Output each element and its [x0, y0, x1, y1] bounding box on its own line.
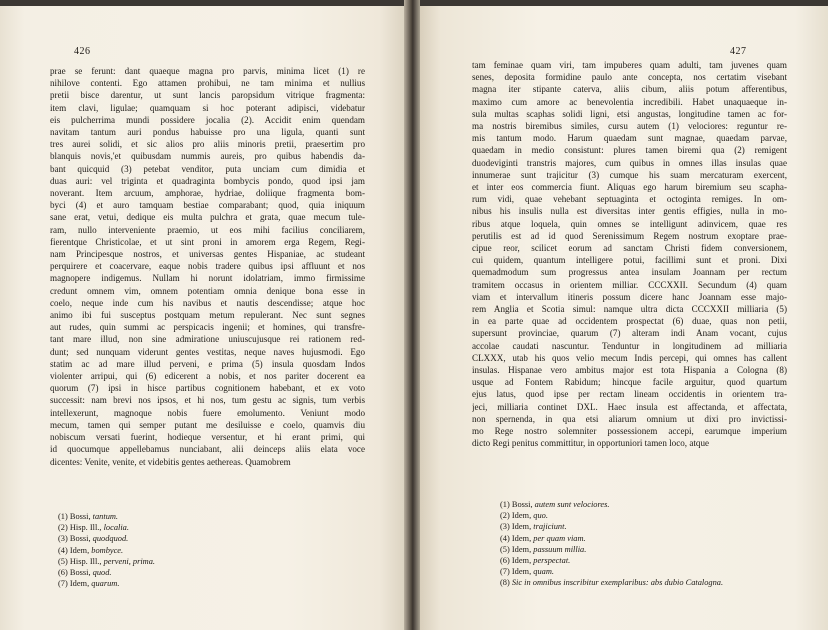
footnote-source: Bossi, [511, 500, 533, 509]
text-line: quaedam in medio consistunt: plures tamen biremi qua (2) remigent [472, 145, 787, 156]
text-line: cui quidem, quantum intelligere potui, facillimi sunt et proni. Dixi [472, 255, 787, 266]
footnote [500, 555, 723, 566]
footnote [500, 499, 723, 510]
footnote [58, 511, 155, 522]
footnote-number: (5) [58, 556, 68, 566]
footnote-number: (4) [58, 545, 68, 555]
footnote-source: Hisp. Ill., [69, 556, 102, 566]
footnote-variant: autem sunt velociores. [534, 500, 610, 509]
footnote-source: Idem, [69, 579, 90, 589]
right-page [416, 6, 828, 630]
footnote-number: (1) [58, 512, 68, 521]
text-line: nibus his insulis nulla est diversitas inter gentis effigies, nulla in mo- [472, 206, 787, 217]
text-line: mo Rege nostro solemniter possessionem accepi, earumque imperium [472, 426, 787, 437]
footnote-source: Idem, [511, 567, 532, 577]
footnote-variant: quam. [533, 567, 554, 577]
text-line: in ea parte quae ad occidentem prospectat (6) duae, quas non petii, [472, 316, 787, 327]
footnote-source: Idem, [69, 545, 90, 555]
page-number: 427 [730, 46, 747, 57]
footnote-number: (4) [500, 533, 510, 543]
footnote [58, 522, 155, 533]
page-body [50, 65, 365, 468]
text-line: coelo, neque inde cum his navibus et nautis descendisse; atque hoc [50, 297, 365, 308]
footnote [500, 510, 723, 521]
footnote-number: (3) [58, 534, 68, 544]
text-line: credunt omnem vim, omnem potentiam omnia denique bona esse in [50, 285, 365, 296]
footnote-source: Hisp. Ill., [69, 523, 102, 533]
text-line: tam feminae quam viri, tam impuberes quam adulti, tam juvenes quam [472, 60, 787, 70]
footnote-number: (2) [500, 511, 510, 521]
text-line: dicto Regi penitus committitur, in opportuniori tamen loco, atque [472, 438, 710, 449]
text-line: mis tantum modo. Harum quaedam sunt magnae, quaedam parvae, [472, 133, 787, 144]
text-line: ejus latus, quod ipse per rectam lineam occidentis in orientem tra- [472, 389, 787, 400]
footnote-source: Idem, [511, 544, 532, 554]
text-line: supersunt provinciae, quarum (7) alteram indi Anam vocant, cujus [472, 328, 787, 339]
footnote-variant: passuum millia. [533, 544, 587, 554]
text-line: maximo cum amore ac benevolentia incredibili. Habet unaquaeque in- [472, 96, 787, 107]
text-line: byci (4) et auro tamquam bestiae comparabant; quod, quia iniquum [50, 200, 365, 211]
footnote-number: (7) [58, 579, 68, 589]
footnote-source: Bossi, [69, 568, 91, 578]
text-line: viam et intervallum itineris possum dicere hanc Joannam esse majo- [472, 291, 787, 302]
text-line: duas auri: vel triginta et quadraginta bombycis pondo, quod ipsi jam [50, 175, 365, 186]
footnote-variant: perveni, prima. [103, 556, 155, 566]
text-line: aut rudes, quin summi ac perspicacis ingenii; et homines, qui transfre- [50, 322, 365, 333]
text-line: et inter eos commercia fiunt. Aliquas ego harum biremium seu scapha- [472, 182, 787, 193]
footnote-source: Bossi, [69, 512, 91, 521]
text-line: perutilis est ad id quod Serenissimum Regem nostrum exoptare prae- [472, 230, 787, 241]
text-line: senes, deposita formidine paulo ante concepta, nos certatim visebant [472, 72, 787, 83]
text-line: non spernenda, in qua etsi aliarum omnium ut dixi pro invictissi- [472, 413, 787, 424]
footnote-number: (2) [58, 523, 68, 533]
text-line: statim ac ad mare illud perveni, e prima (5) insula quosdam Indos [50, 358, 365, 369]
footnote-source: Idem, [511, 556, 532, 566]
text-line: cipue reor, scilicet eorum ad sanctam Christi fidem conversionem, [472, 243, 787, 254]
text-line: navitam tantum auri pondus habuisse pro una ligula, quanti sunt [50, 127, 365, 138]
footnote-variant: trajiciunt. [533, 522, 567, 532]
text-line: jeci, milliaria continet DXL. Haec insula est affectanda, et affectata, [472, 401, 787, 412]
footnote [58, 545, 155, 556]
footnote-source: Idem, [511, 511, 532, 521]
text-line: violenter arripui, qui (6) edicerent a nobis, et nos pariter docerent ea [50, 371, 365, 382]
text-line: sula multas scaphas solidi ligni, etsi angustas, longitudine tamen ac for- [472, 108, 787, 119]
footnote-number: (5) [500, 544, 510, 554]
text-line: item clavi, ligulae; quamquam si hoc poterant adipisci, videbatur [50, 102, 365, 113]
text-line: id quocumque appellebamus nunciabant, alii deinceps aliis elata voce [50, 444, 365, 455]
footnote-variant: quo. [533, 511, 548, 521]
text-line: fierentque Christicolae, et ut sint proni in amorem erga Regem, Regi- [50, 236, 365, 247]
text-line: dicentes: Venite, venite, et videbitis gentes aethereas. Quamobrem [50, 456, 291, 467]
text-line: CLXXX, utab his quos velio mecum Indis percepi, qui omnes has callent [472, 352, 787, 363]
footnote [58, 556, 155, 567]
footnote [500, 566, 723, 577]
footnote [500, 577, 723, 588]
footnote [58, 533, 155, 544]
text-line: perquirere et coacervare, eaque nobis tradere quibus ipsi affluunt et nos [50, 261, 365, 272]
footnotes [58, 511, 155, 589]
text-line: blanquis novis,'et quibusdam nummis aureis, pro quibus habendis da- [50, 151, 365, 162]
text-line: mecum, tamen qui semper putant me desiluisse e coelo, quamvis diu [50, 419, 365, 430]
text-line: successit: nam brevi nos ipsos, et hi nos, tum gestu ac signis, tum verbis [50, 395, 365, 406]
footnote-variant: localia. [103, 523, 129, 533]
footnote-number: (6) [500, 556, 510, 566]
footnote-variant: perspectat. [533, 556, 571, 566]
text-line: prae se ferunt: dant quaeque magna pro parvis, minima licet (1) re [50, 66, 365, 76]
text-line: rum vidi, quae vehebant septuaginta et octoginta remiges. In om- [472, 194, 787, 205]
footnote-number: (1) [500, 500, 510, 509]
text-line: tres aurei solidi, et sic alios pro aliis minoris pretii, praesertim pro [50, 139, 365, 150]
text-line: bant quicquid (3) petebat venditor, puta unciam cum dimidia et [50, 163, 365, 174]
footnote-number: (6) [58, 568, 68, 578]
text-line: tramitem occasus in orientem milliar. CCCXXII. Secundum (4) quam [472, 279, 787, 290]
text-line: tant mare illud, non sine admiratione uniuscujusque rei rationem red- [50, 334, 365, 345]
text-line: sane erat, vetui, dedique eis multa pulchra et grata, quae mecum tule- [50, 212, 365, 223]
page-body [472, 59, 787, 450]
footnote [58, 578, 155, 589]
footnote [500, 533, 723, 544]
footnote-number: (8) [500, 578, 510, 588]
footnote-variant: quodquod. [92, 534, 129, 544]
footnote-variant: quarum. [91, 579, 120, 589]
footnote-number: (7) [500, 567, 510, 577]
text-line: noverant. Item arcuum, amphorae, hydriae, doliique fragmenta bom- [50, 188, 365, 199]
text-line: ram, nullo interveniente praemio, ut eos mihi facilius conciliarem, [50, 224, 365, 235]
footnote [500, 521, 723, 532]
text-line: nihilove contenti. Ego attamen prohibui, ne tam minima et nullius [50, 78, 365, 89]
text-line: quemadmodum sum progressus antea insulam Joannam per rectum [472, 267, 787, 278]
footnote-source: Bossi, [69, 534, 91, 544]
text-line: pretii bisce darentur, ut sunt lancis paropsidum vitrique fragmenta: [50, 90, 365, 101]
text-line: magnopere indigemus. Nullam hi norunt idolatriam, immo firmissime [50, 273, 365, 284]
footnote-variant: tantum. [92, 512, 119, 521]
text-line: rem Anglia et Scotia simul: namque ultra dicta CCCXXII milliaria (5) [472, 304, 787, 315]
text-line: animo ibi fui susceptus postquam metum repulerant. Nec sunt segnes [50, 310, 365, 321]
text-line: duodeviginti transtris majores, cum quibus in omnes illas insulas quae [472, 157, 787, 168]
footnote-variant: quod. [92, 568, 112, 578]
footnotes [500, 499, 723, 589]
text-line: dunt; sed nunquam viderunt gentes vestitas, neque naves hujusmodi. Ego [50, 346, 365, 357]
footnote [58, 567, 155, 578]
left-page [0, 6, 408, 630]
page-number: 426 [74, 46, 91, 57]
text-line: insulas. Hispanae vero ambitus major est tota Hispania a Cologna (8) [472, 365, 787, 376]
text-line: nobiscum versati fuerint, hodieque versentur, et hi erant primi, qui [50, 432, 365, 443]
footnote-variant: Sic in omnibus inscribitur exemplaribus: abs dubio Catalogna. [511, 578, 724, 588]
footnote [500, 544, 723, 555]
footnote-source: Idem, [511, 533, 532, 543]
text-line: innumerae sunt trajicitur (3) cumque his suam mercaturam exercent, [472, 169, 787, 180]
footnote-variant: per quam viam. [533, 533, 586, 543]
text-line: accolae caudati nascuntur. Tenduntur in longitudinem ad milliaria [472, 340, 787, 351]
footnote-variant: bombyce. [91, 545, 124, 555]
text-line: ma nostris biremibus similes, cursu autem (1) velociores: reguntur re- [472, 121, 787, 132]
book-gutter [404, 0, 420, 630]
text-line: ribus atque loquela, quin omnes se intelligunt adinvicem, quae res [472, 218, 787, 229]
text-line: nam Principesque nostros, et universas gentes Hispaniae, ac studeant [50, 249, 365, 260]
text-line: usque ad Fontem Rabidum; hincque facile arguitur, quod quartum [472, 377, 787, 388]
text-line: eis pulcherrima mundi possidere jocalia (2). Accidit enim quendam [50, 114, 365, 125]
text-line: intellexerunt, magnoque nobis fuere emolumento. Veniunt modo [50, 407, 365, 418]
text-line: magna iter stipante caterva, aliis cibum, aliis potum afferentibus, [472, 84, 787, 95]
footnote-source: Idem, [511, 522, 532, 532]
text-line: quorum (7) ipsi in hisce partibus cognitionem habebant, et ex voto [50, 383, 365, 394]
footnote-number: (3) [500, 522, 510, 532]
